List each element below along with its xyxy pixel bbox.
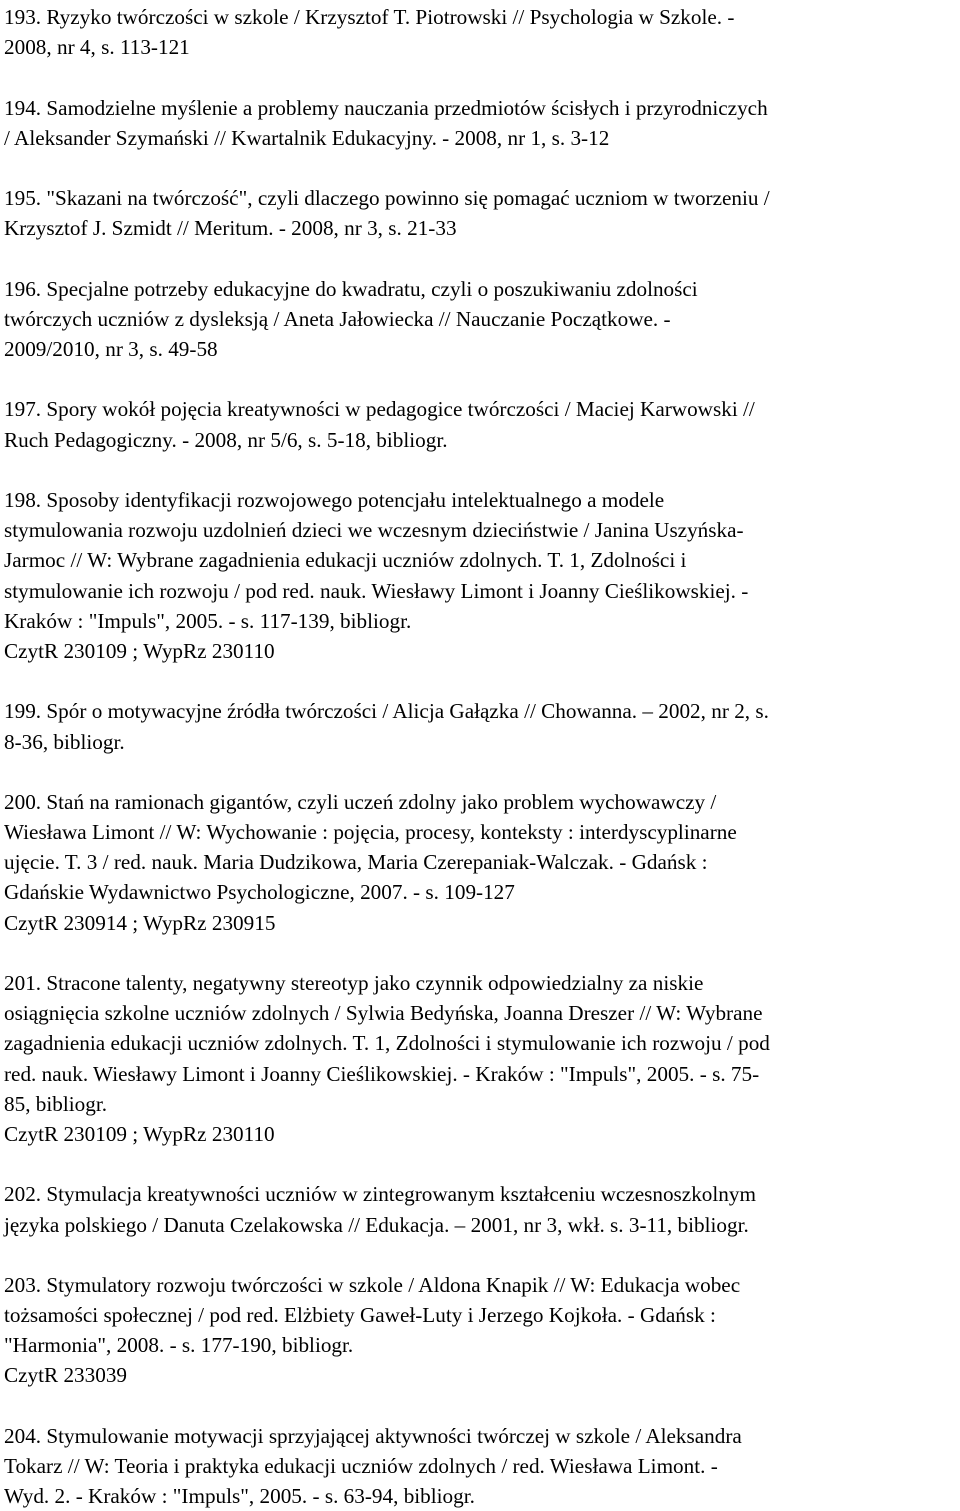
- bibliography-entry: [4, 787, 956, 938]
- entry-line: 8-36, bibliogr.: [4, 729, 125, 754]
- bibliography-list: [4, 2, 956, 1511]
- entry-line: 85, bibliogr.: [4, 1091, 107, 1116]
- entry-line: tożsamości społecznej / pod red. Elżbiety Gaweł-Luty i Jerzego Kojkoła. - Gdańsk :: [4, 1303, 716, 1328]
- entry-line: 199. Spór o motywacyjne źródła twórczości / Alicja Gałązka // Chowanna. – 2002, nr 2, s.: [4, 699, 769, 724]
- entry-line: zagadnienia edukacji uczniów zdolnych. T. 1, Zdolności i stymulowanie ich rozwoju / pod: [4, 1031, 770, 1056]
- bibliography-entry: [4, 2, 956, 62]
- entry-line: stymulowanie ich rozwoju / pod red. nauk. Wiesławy Limont i Joanny Cieślikowskiej. -: [4, 578, 749, 603]
- entry-line: Wiesława Limont // W: Wychowanie : pojęcia, procesy, konteksty : interdyscyplinarne: [4, 820, 737, 845]
- entry-line: ujęcie. T. 3 / red. nauk. Maria Dudzikowa, Maria Czerepaniak-Walczak. - Gdańsk :: [4, 850, 708, 875]
- entry-line: Kraków : "Impuls", 2005. - s. 117-139, bibliogr.: [4, 608, 412, 633]
- entry-line: Krzysztof J. Szmidt // Meritum. - 2008, nr 3, s. 21-33: [4, 216, 457, 241]
- entry-line: twórczych uczniów z dysleksją / Aneta Jałowiecka // Nauczanie Początkowe. -: [4, 306, 671, 331]
- bibliography-entry: [4, 968, 956, 1149]
- entry-shelfmark: CzytR 230109 ; WypRz 230110: [4, 638, 275, 663]
- bibliography-entry: [4, 183, 956, 243]
- bibliography-entry: [4, 1179, 956, 1239]
- entry-line: red. nauk. Wiesławy Limont i Joanny Cieślikowskiej. - Kraków : "Impuls", 2005. - s. 75-: [4, 1061, 760, 1086]
- bibliography-entry: [4, 696, 956, 756]
- entry-line: stymulowania rozwoju uzdolnień dzieci we wczesnym dzieciństwie / Janina Uszyńska-: [4, 518, 744, 543]
- entry-line: 201. Stracone talenty, negatywny stereotyp jako czynnik odpowiedzialny za niskie: [4, 971, 704, 995]
- entry-line: 2008, nr 4, s. 113-121: [4, 35, 190, 60]
- entry-line: 202. Stymulacja kreatywności uczniów w zintegrowanym kształceniu wczesnoszkolnym: [4, 1182, 756, 1207]
- entry-line: Wyd. 2. - Kraków : "Impuls", 2005. - s. 63-94, bibliogr.: [4, 1484, 475, 1509]
- entry-shelfmark: CzytR 230914 ; WypRz 230915: [4, 910, 276, 935]
- bibliography-entry: [4, 93, 956, 153]
- entry-line: 198. Sposoby identyfikacji rozwojowego potencjału intelektualnego a modele: [4, 488, 665, 512]
- entry-shelfmark: CzytR 230109 ; WypRz 230110: [4, 1121, 275, 1146]
- entry-line: Tokarz // W: Teoria i praktyka edukacji uczniów zdolnych / red. Wiesława Limont. -: [4, 1454, 718, 1478]
- entry-line: 200. Stań na ramionach gigantów, czyli uczeń zdolny jako problem wychowawczy /: [4, 789, 717, 814]
- entry-line: 195. "Skazani na twórczość", czyli dlaczego powinno się pomagać uczniom w tworzeniu /: [4, 186, 770, 211]
- entry-line: Jarmoc // W: Wybrane zagadnienia edukacji uczniów zdolnych. T. 1, Zdolności i: [4, 548, 687, 573]
- bibliography-entry: [4, 274, 956, 365]
- bibliography-entry: [4, 1421, 956, 1511]
- entry-line: 204. Stymulowanie motywacji sprzyjającej aktywności twórczej w szkole / Aleksandra: [4, 1423, 742, 1448]
- entry-line: Gdańskie Wydawnictwo Psychologiczne, 2007. - s. 109-127: [4, 880, 515, 905]
- bibliography-entry: [4, 394, 956, 454]
- entry-line: Ruch Pedagogiczny. - 2008, nr 5/6, s. 5-18, bibliogr.: [4, 427, 448, 452]
- entry-line: języka polskiego / Danuta Czelakowska // Edukacja. – 2001, nr 3, wkł. s. 3-11, bibliogr.: [4, 1212, 749, 1237]
- bibliography-entry: [4, 485, 956, 666]
- entry-line: 194. Samodzielne myślenie a problemy nauczania przedmiotów ścisłych i przyrodniczych: [4, 95, 768, 120]
- entry-line: / Aleksander Szymański // Kwartalnik Edukacyjny. - 2008, nr 1, s. 3-12: [4, 125, 610, 150]
- entry-line: 2009/2010, nr 3, s. 49-58: [4, 337, 218, 362]
- entry-line: "Harmonia", 2008. - s. 177-190, bibliogr.: [4, 1333, 354, 1358]
- entry-line: 197. Spory wokół pojęcia kreatywności w pedagogice twórczości / Maciej Karwowski //: [4, 397, 755, 422]
- entry-shelfmark: CzytR 233039: [4, 1363, 128, 1388]
- bibliography-entry: [4, 1270, 956, 1391]
- entry-line: 203. Stymulatory rozwoju twórczości w szkole / Aldona Knapik // W: Edukacja wobec: [4, 1272, 741, 1297]
- entry-line: 196. Specjalne potrzeby edukacyjne do kwadratu, czyli o poszukiwaniu zdolności: [4, 276, 698, 301]
- entry-line: osiągnięcia szkolne uczniów zdolnych / Sylwia Bedyńska, Joanna Dreszer // W: Wybrane: [4, 1001, 763, 1026]
- entry-line: 193. Ryzyko twórczości w szkole / Krzysztof T. Piotrowski // Psychologia w Szkole. -: [4, 5, 735, 29]
